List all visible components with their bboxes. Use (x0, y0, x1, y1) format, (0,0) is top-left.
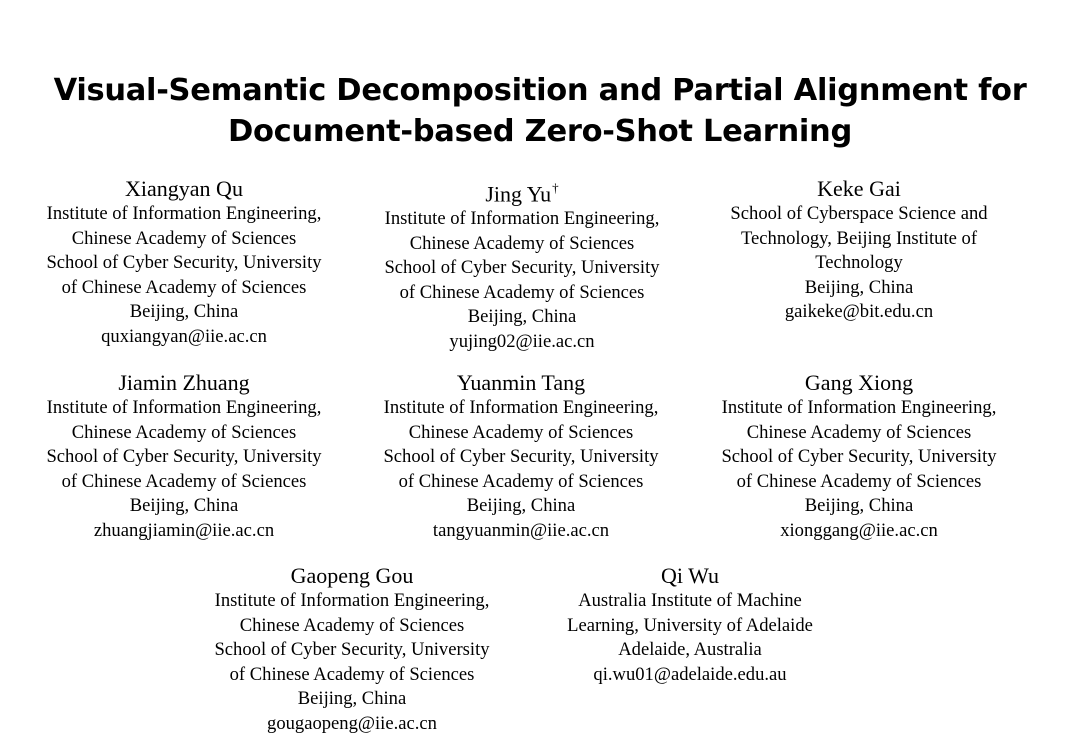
affiliation-line: Australia Institute of Machine (578, 590, 802, 611)
author-email: zhuangjiamin@iie.ac.cn (93, 519, 275, 541)
title-line-2: Document-based Zero-Shot Learning (227, 114, 853, 149)
author-email: qi.wu01@adelaide.edu.au (593, 663, 787, 685)
author-name: Keke Gai (817, 176, 901, 201)
affiliation-line: Beijing, China (129, 301, 239, 322)
author-name: Yuanmin Tang (456, 370, 586, 395)
author-email: quxiangyan@iie.ac.cn (101, 325, 267, 347)
affiliation-line: Chinese Academy of Sciences (239, 614, 465, 636)
author-block (14, 369, 354, 543)
author-email: yujing02@iie.ac.cn (449, 330, 595, 352)
affiliation-line: of Chinese Academy of Sciences (398, 470, 644, 492)
affiliation-line: Chinese Academy of Sciences (408, 421, 634, 443)
author-email: xionggang@iie.ac.cn (780, 519, 938, 541)
affiliation-line: School of Cyber Security, University (46, 446, 322, 467)
affiliation-line: Institute of Information Engineering, (214, 590, 490, 611)
author-block (689, 175, 1029, 325)
affiliation-line: Beijing, China (297, 688, 407, 709)
title-line-1: Visual-Semantic Decomposition and Partial Alignment for (53, 73, 1027, 108)
affiliation-line: Beijing, China (804, 495, 914, 516)
author-name: Gang Xiong (804, 370, 914, 395)
author-block (14, 175, 354, 349)
affiliation-line: School of Cyberspace Science and (730, 203, 988, 224)
affiliation-line: Chinese Academy of Sciences (409, 232, 635, 254)
author-name: Jiamin Zhuang (118, 370, 250, 395)
author-name: Qi Wu (661, 563, 719, 588)
affiliation-line: Chinese Academy of Sciences (71, 227, 297, 249)
affiliation-line: Institute of Information Engineering, (721, 397, 997, 418)
affiliation-line: Institute of Information Engineering, (46, 203, 322, 224)
affiliation-line: Beijing, China (466, 495, 576, 516)
affiliation-line: School of Cyber Security, University (383, 446, 659, 467)
affiliation-line: Beijing, China (467, 306, 577, 328)
affiliation-line: Institute of Information Engineering, (46, 397, 322, 418)
paper-title (0, 70, 1080, 152)
affiliation-line: of Chinese Academy of Sciences (61, 470, 307, 492)
affiliation-line: Technology, Beijing Institute of (740, 227, 978, 249)
affiliation-line: of Chinese Academy of Sciences (736, 470, 982, 492)
affiliation-line: Technology (815, 252, 903, 273)
author-name: Gaopeng Gou (290, 563, 414, 588)
affiliation-line: Chinese Academy of Sciences (71, 421, 297, 443)
affiliation-line: Institute of Information Engineering, (383, 397, 659, 418)
affiliation-line: School of Cyber Security, University (214, 639, 490, 660)
author-block (351, 369, 691, 543)
affiliation-line: School of Cyber Security, University (721, 446, 997, 467)
affiliation-line: Institute of Information Engineering, (384, 208, 660, 230)
author-block (689, 369, 1029, 543)
affiliation-line: Chinese Academy of Sciences (746, 421, 972, 443)
affiliation-line: School of Cyber Security, University (384, 257, 660, 279)
author-email: gougaopeng@iie.ac.cn (267, 712, 437, 734)
affiliation-line: Learning, University of Adelaide (567, 614, 813, 636)
author-name: Xiangyan Qu (125, 176, 243, 201)
author-email: tangyuanmin@iie.ac.cn (432, 519, 610, 541)
affiliation-line: Beijing, China (804, 276, 914, 298)
affiliation-line: of Chinese Academy of Sciences (399, 281, 645, 303)
corresponding-author-mark: † (552, 180, 559, 195)
author-email: gaikeke@bit.edu.cn (784, 301, 934, 322)
affiliation-line: Adelaide, Australia (618, 639, 762, 660)
author-block (352, 175, 692, 354)
author-name: Jing Yu† (485, 180, 559, 207)
affiliation-line: School of Cyber Security, University (46, 252, 322, 273)
affiliation-line: Beijing, China (129, 495, 239, 516)
author-block (182, 562, 522, 736)
affiliation-line: of Chinese Academy of Sciences (61, 276, 307, 298)
affiliation-line: of Chinese Academy of Sciences (229, 663, 475, 685)
author-block (520, 562, 860, 687)
